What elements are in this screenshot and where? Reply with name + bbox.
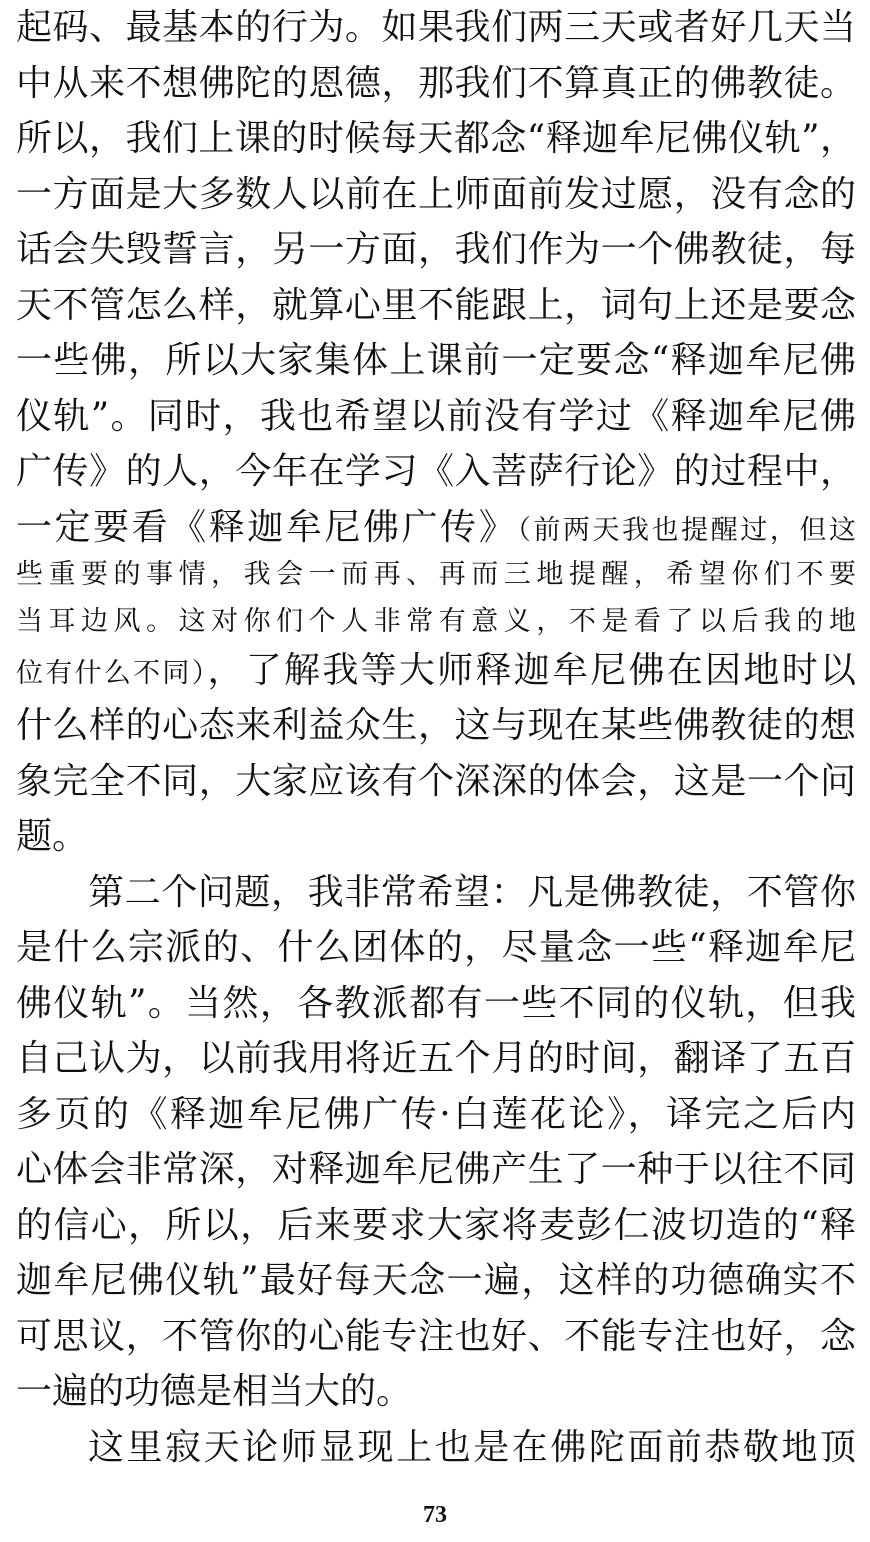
line-10-note: （前两天我也提醒过，但这 bbox=[517, 515, 856, 546]
text-line-15: 象完全不同，大家应该有个深深的体会，这是一个问 bbox=[16, 761, 856, 802]
text-line-23: 的信心，所以，后来要求大家将麦彭仁波切造的“释 bbox=[16, 1205, 856, 1246]
text-line-13 bbox=[16, 651, 856, 691]
text-line-7: 一些佛，所以大家集体上课前一定要念“释迦牟尼佛 bbox=[16, 340, 856, 381]
note-line-1: 些重要的事情，我会一而再、再而三地提醒，希望你们不要 bbox=[16, 559, 856, 590]
text-line-24: 迦牟尼佛仪轨”最好每天念一遍，这样的功德确实不 bbox=[16, 1260, 856, 1301]
line-10-main: 一定要看《释迦牟尼佛广传》 bbox=[16, 507, 518, 548]
text-line-21: 多页的《释迦牟尼佛广传·白莲花论》，译完之后内 bbox=[16, 1094, 856, 1135]
text-line-8: 仪轨”。同时，我也希望以前没有学过《释迦牟尼佛 bbox=[16, 396, 856, 437]
text-line-22: 心体会非常深，对释迦牟尼佛产生了一种于以往不同 bbox=[16, 1149, 856, 1190]
text-line-17: 第二个问题，我非常希望：凡是佛教徒，不管你 bbox=[88, 872, 856, 913]
text-line-5: 话会失毁誓言，另一方面，我们作为一个佛教徒，每 bbox=[16, 229, 856, 270]
note-line-2: 当耳边风。这对你们个人非常有意义，不是看了以后我的地 bbox=[16, 606, 856, 637]
text-line-1: 起码、最基本的行为。如果我们两三天或者好几天当 bbox=[16, 7, 856, 48]
text-line-27: 这里寂天论师显现上也是在佛陀面前恭敬地顶 bbox=[88, 1427, 856, 1468]
line-13-main: ，了解我等大师释迦牟尼佛在因地时以 bbox=[207, 650, 856, 691]
text-line-20: 自己认为，以前我用将近五个月的时间，翻译了五百 bbox=[16, 1038, 856, 1079]
text-line-6: 天不管怎么样，就算心里不能跟上，词句上还是要念 bbox=[16, 285, 856, 326]
text-line-9: 广传》的人，今年在学习《入菩萨行论》的过程中， bbox=[16, 451, 856, 492]
text-line-19: 佛仪轨”。当然，各教派都有一些不同的仪轨，但我 bbox=[16, 983, 856, 1024]
text-line-26: 一遍的功德是相当大的。 bbox=[16, 1371, 413, 1412]
text-line-2: 中从来不想佛陀的恩德，那我们不算真正的佛教徒。 bbox=[16, 63, 856, 104]
text-line-18: 是什么宗派的、什么团体的，尽量念一些“释迦牟尼 bbox=[16, 927, 856, 968]
text-line-25: 可思议，不管你的心能专注也好、不能专注也好，念 bbox=[16, 1316, 856, 1357]
text-line-4: 一方面是大多数人以前在上师面前发过愿，没有念的 bbox=[16, 174, 856, 215]
text-line-3: 所以，我们上课的时候每天都念“释迦牟尼佛仪轨”， bbox=[16, 118, 856, 159]
line-13-note: 位有什么不同） bbox=[16, 658, 208, 689]
text-line-14: 什么样的心态来利益众生，这与现在某些佛教徒的想 bbox=[16, 705, 856, 746]
text-line-16: 题。 bbox=[16, 816, 89, 857]
text-line-10 bbox=[16, 508, 856, 548]
page-number: 73 bbox=[423, 1502, 447, 1528]
